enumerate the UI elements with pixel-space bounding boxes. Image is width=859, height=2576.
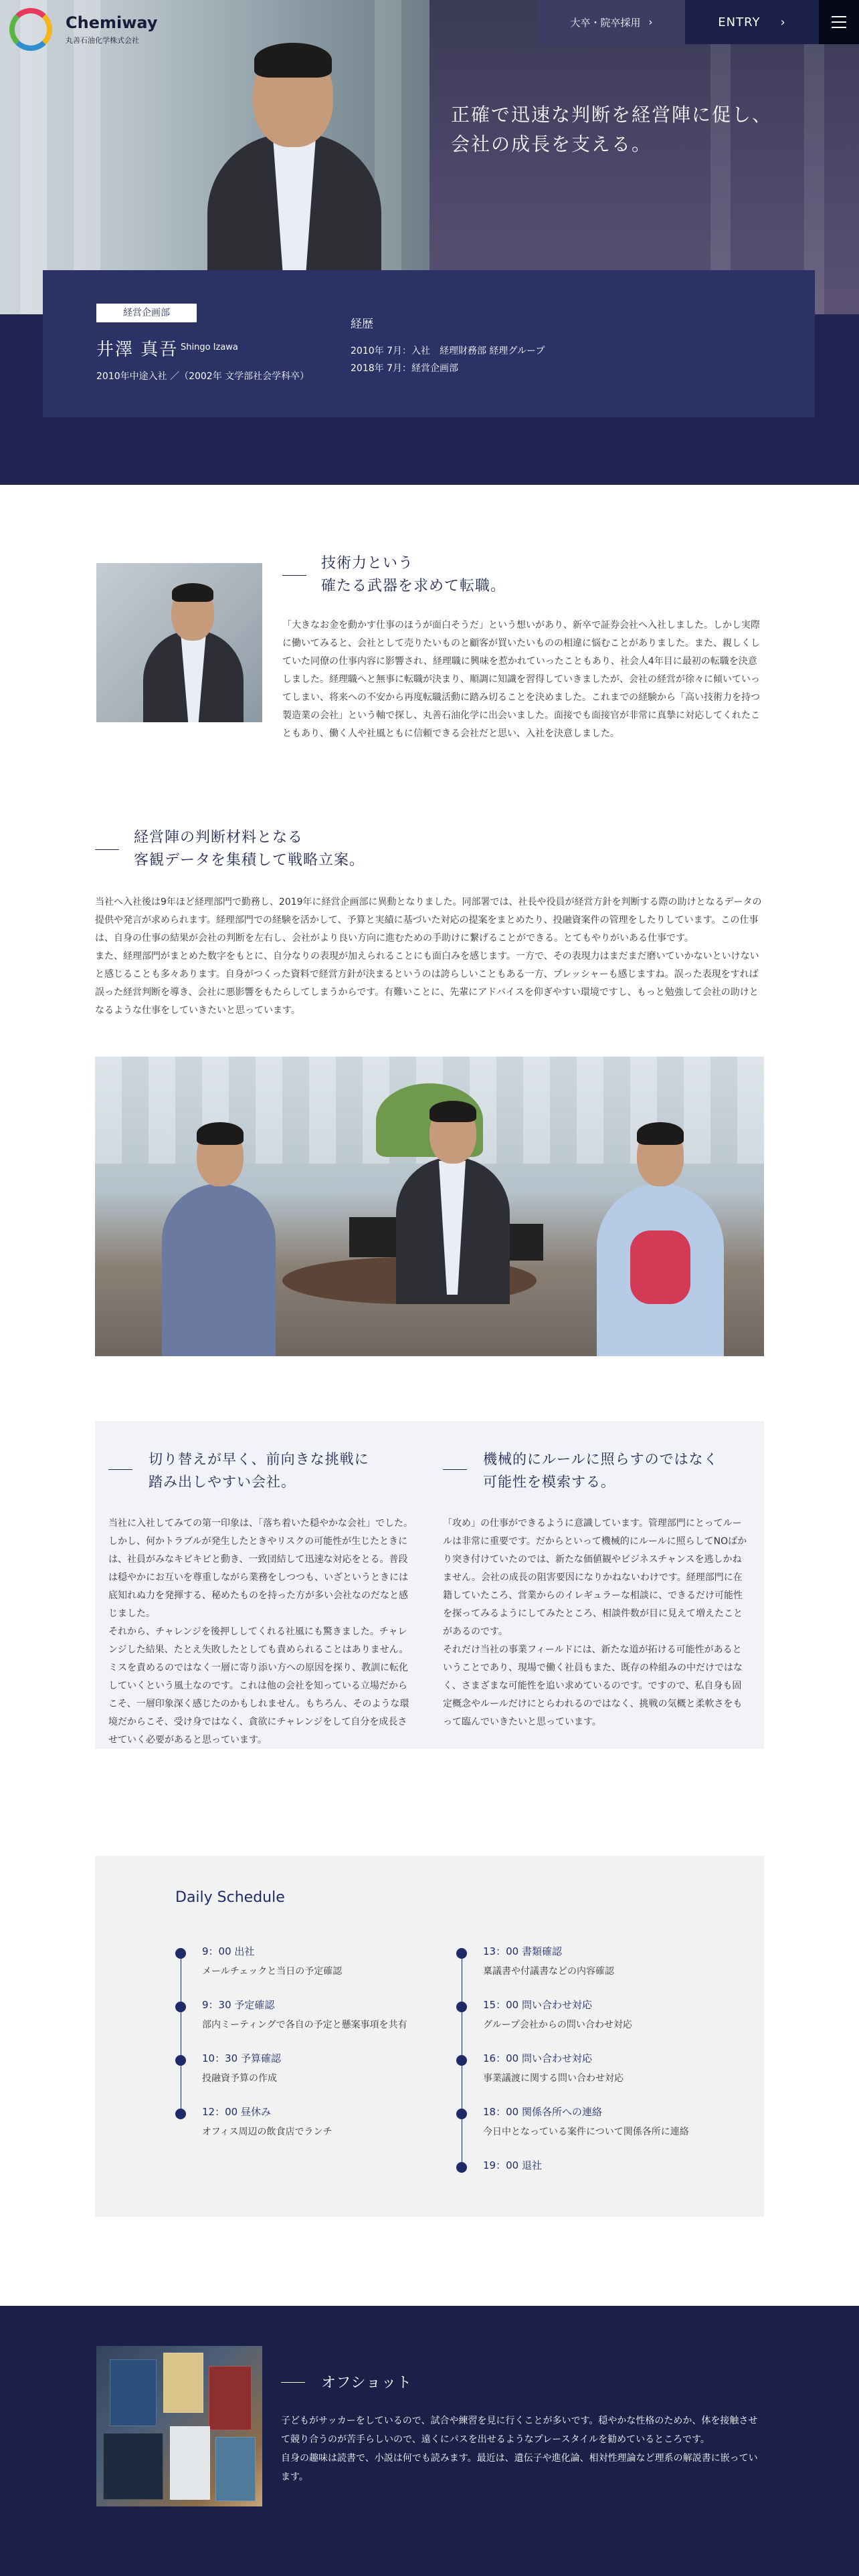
section3-right-body: 「攻め」の仕事ができるように意識しています。管理部門にとってルールは非常に重要です。だからといって機械的にルールに照らしてNOばかり突き付けていたのでは、新たな価値観やビジネスチャンスを逃しかねません。会社の成長の阻害要因になりかねないわけです。経理部門に在籍していたころ、営業からのイレギュラーな相談に、できるだけ可能性を探ってみるようにしてみたところ、相談件数が目に見えて増えたことがあるのです。 それだけ当社の事業フィールドには、新たな道が拓ける可能性があるということであり、現場で働く社員もまた、既存の枠組みの中だけではなく、さまざまな可能性を追い求めているのです。ですので、私自身も固定概念やルールだけにとらわれるのではなく、挑戦の気概と柔軟さをもって臨んでいきたいと思っています。 xyxy=(443,1518,747,1727)
offshot-body: 子どもがサッカーをしているので、試合や練習を見に行くことが多いです。穏やかな性格のためか、体を接触させて競り合うのが苦手らしいので、遠くにパスを出せるようなプレースタイルを勧めているところです。 自身の趣味は読書で、小説は何でも読みます。最近は、遺伝子や進化論、相対性理論など理系の解説書に嵌っています。 xyxy=(281,2416,758,2482)
heading-rule xyxy=(443,1469,467,1470)
hero-catchphrase: 正確で迅速な判断を経営陣に促し、 会社の成長を支える。 xyxy=(451,104,773,155)
chevron-right-icon: › xyxy=(780,15,786,29)
timeline-dot-icon xyxy=(456,2055,467,2066)
meeting-photo xyxy=(95,1057,764,1356)
timeline-dot-icon xyxy=(175,2002,186,2012)
chevron-right-icon: › xyxy=(648,16,653,28)
logo-mark-icon xyxy=(9,8,52,51)
career-list xyxy=(351,342,545,377)
timeline-dot-icon xyxy=(175,2109,186,2119)
section3-left-heading: 切り替えが早く、前向きな挑戦に 踏み出しやすい会社。 xyxy=(149,1451,369,1490)
hero-photo xyxy=(0,0,430,314)
career-item: 2018年 7月：経営企画部 xyxy=(351,363,458,374)
hamburger-icon xyxy=(832,16,846,17)
schedule-title: Daily Schedule xyxy=(175,1889,285,1906)
section2-heading: 経営陣の判断材料となる 客観データを集積して戦略立案。 xyxy=(134,829,365,869)
logo-subtitle: 丸善石油化学株式会社 xyxy=(66,36,139,45)
section1-body: 「大きなお金を動かす仕事のほうが面白そうだ」という想いがあり、新卒で証券会社へ入社しました。しかし実際に働いてみると、会社として売りたいものと顧客が買いたいものの相違に悩むことがありました。また、親しくしていた同僚の仕事内容に影響され、経理職に興味を惹かれていったこともあり、社会人4年目に最初の転職を決意しました。経理職へと無事に転職が決まり、順調に知識を習得していきましたが、会社の経営が徐々に傾いていってしまい、将来への不安から再度転職活動に踏み切ることを決めました。これまでの経験から「高い技術力を持つ製造業の会社」という軸で探し、丸善石油化学に出会いました。面接でも面接官が非常に真摯に対応してくれたこともあり、働く人や社風ともに信頼できる会社だと思い、入社を決意しました。 xyxy=(282,620,760,739)
timeline-dot-icon xyxy=(456,1948,467,1959)
hero xyxy=(0,0,859,485)
section1-heading: 技術力という 確たる武器を求めて転職。 xyxy=(321,555,506,595)
section3-right-heading: 機械的にルールに照らすのではなく 可能性を模索する。 xyxy=(483,1451,719,1490)
nav-graduate-recruit-link[interactable] xyxy=(538,0,685,44)
menu-button[interactable] xyxy=(819,0,859,44)
employee-name-roman: Shingo Izawa xyxy=(181,342,238,352)
timeline-dot-icon xyxy=(456,2162,467,2173)
offshot-photo xyxy=(96,2346,262,2506)
heading-rule xyxy=(108,1469,132,1470)
heading-rule xyxy=(282,575,306,576)
logo[interactable] xyxy=(9,7,158,47)
nav-graduate-label: 大卒・院卒採用 xyxy=(570,16,641,29)
career-heading: 経歴 xyxy=(351,318,373,331)
offshot-section xyxy=(0,2306,859,2576)
entry-label: ENTRY xyxy=(718,15,761,29)
logo-name: Chemiway xyxy=(66,13,158,32)
timeline-dot-icon xyxy=(456,2002,467,2012)
offshot-heading: オフショット xyxy=(321,2375,413,2391)
timeline-dot-icon xyxy=(175,1948,186,1959)
portrait-photo xyxy=(96,563,262,722)
heading-rule xyxy=(95,849,119,850)
heading-rule xyxy=(281,2382,305,2383)
career-item: 2010年 7月：入社 経理財務部 経理グループ xyxy=(351,346,545,356)
timeline-dot-icon xyxy=(456,2109,467,2119)
department-badge: 経営企画部 xyxy=(96,304,197,322)
employee-name: 井澤 真吾 xyxy=(96,340,179,360)
joined-info: 2010年中途入社 ／（2002年 文学部社会学科卒） xyxy=(96,371,310,382)
profile-card xyxy=(43,270,815,417)
two-column-section xyxy=(95,1421,764,1749)
section2-body: 当社へ入社後は9年ほど経理部門で勤務し、2019年に経営企画部に異動となりました。同部署では、社長や役員が経営方針を判断する際の助けとなるデータの提供や発言が求められます。経理部門での経験を活かして、予算と実績に基づいた対応の提案をまとめたり、投融資案件の管理をしたりしています。この仕事は、自身の仕事の結果が会社の判断を左右し、会社がより良い方向に進むための手助けに繋げることができる。とてもやりがいある仕事です。 また、経理部門がまとめた数字をもとに、自分なりの表現が加えられることにも面白みを感じます。一方で、その表現力はまだまだ磨いていかないといけないと感じることも多々あります。自身がつくった資料で経営方針が決まるというのは誇らしいこともある一方、プレッシャーも感じますね。誤った表現をすれば誤った経営判断を導き、会社に悪影響をもたらしてしまうからです。有難いことに、先輩にアドバイスを仰ぎやすい環境ですし、もっと勉強して会社の助けとなるような仕事をしていきたいと思っています。 xyxy=(95,897,762,1016)
timeline-dot-icon xyxy=(175,2055,186,2066)
daily-schedule: Daily Schedule 9：00 出社 メールチェックと当日の予定確認 9：30 予定確認 部内ミーティングで各自の予定と懸案事項を共有 10：30 予算確認 投融資予算の作成 12：00 昼休み オフィス周辺の飲食店でランチ 13：00 書類確認 稟議書や付議書などの内容確認 15：00 問い合わせ対応 グループ会社からの問い合わせ対応 16：00 問い合わせ対応 事業議渡に関する問い合わせ対応 18：00 関係各所への連絡 今日中となっている案件について関係各所に連絡 19：00 退社 xyxy=(95,1856,764,2217)
entry-button[interactable] xyxy=(685,0,819,44)
section3-left-body: 当社に入社してみての第一印象は、「落ち着いた穏やかな会社」でした。しかし、何かトラブルが発生したときやリスクの可能性が生じたときには、社員がみなキビキビと動き、一致団結して迅速な対応をとる。普段は穏やかにお互いを尊重しながら業務をしつつも、いざというときには底知れぬ力を発揮する、秘めたものを持った方が多い会社なのだなと感じました。 それから、チャレンジを後押ししてくれる社風にも驚きました。チャレンジした結果、たとえ失敗したとしても責められることはありません。ミスを責めるのではなく一層に寄り添い方への原因を探り、教訓に転化していくという風土なのです。これは他の会社を知っている立場だからこそ、一層印象深く感じたのかもしれません。もちろん、そのような環境だからこそ、受け身ではなく、貪欲にチャレンジをして自分を成長させていく必要があると思っています。 xyxy=(108,1518,413,1745)
